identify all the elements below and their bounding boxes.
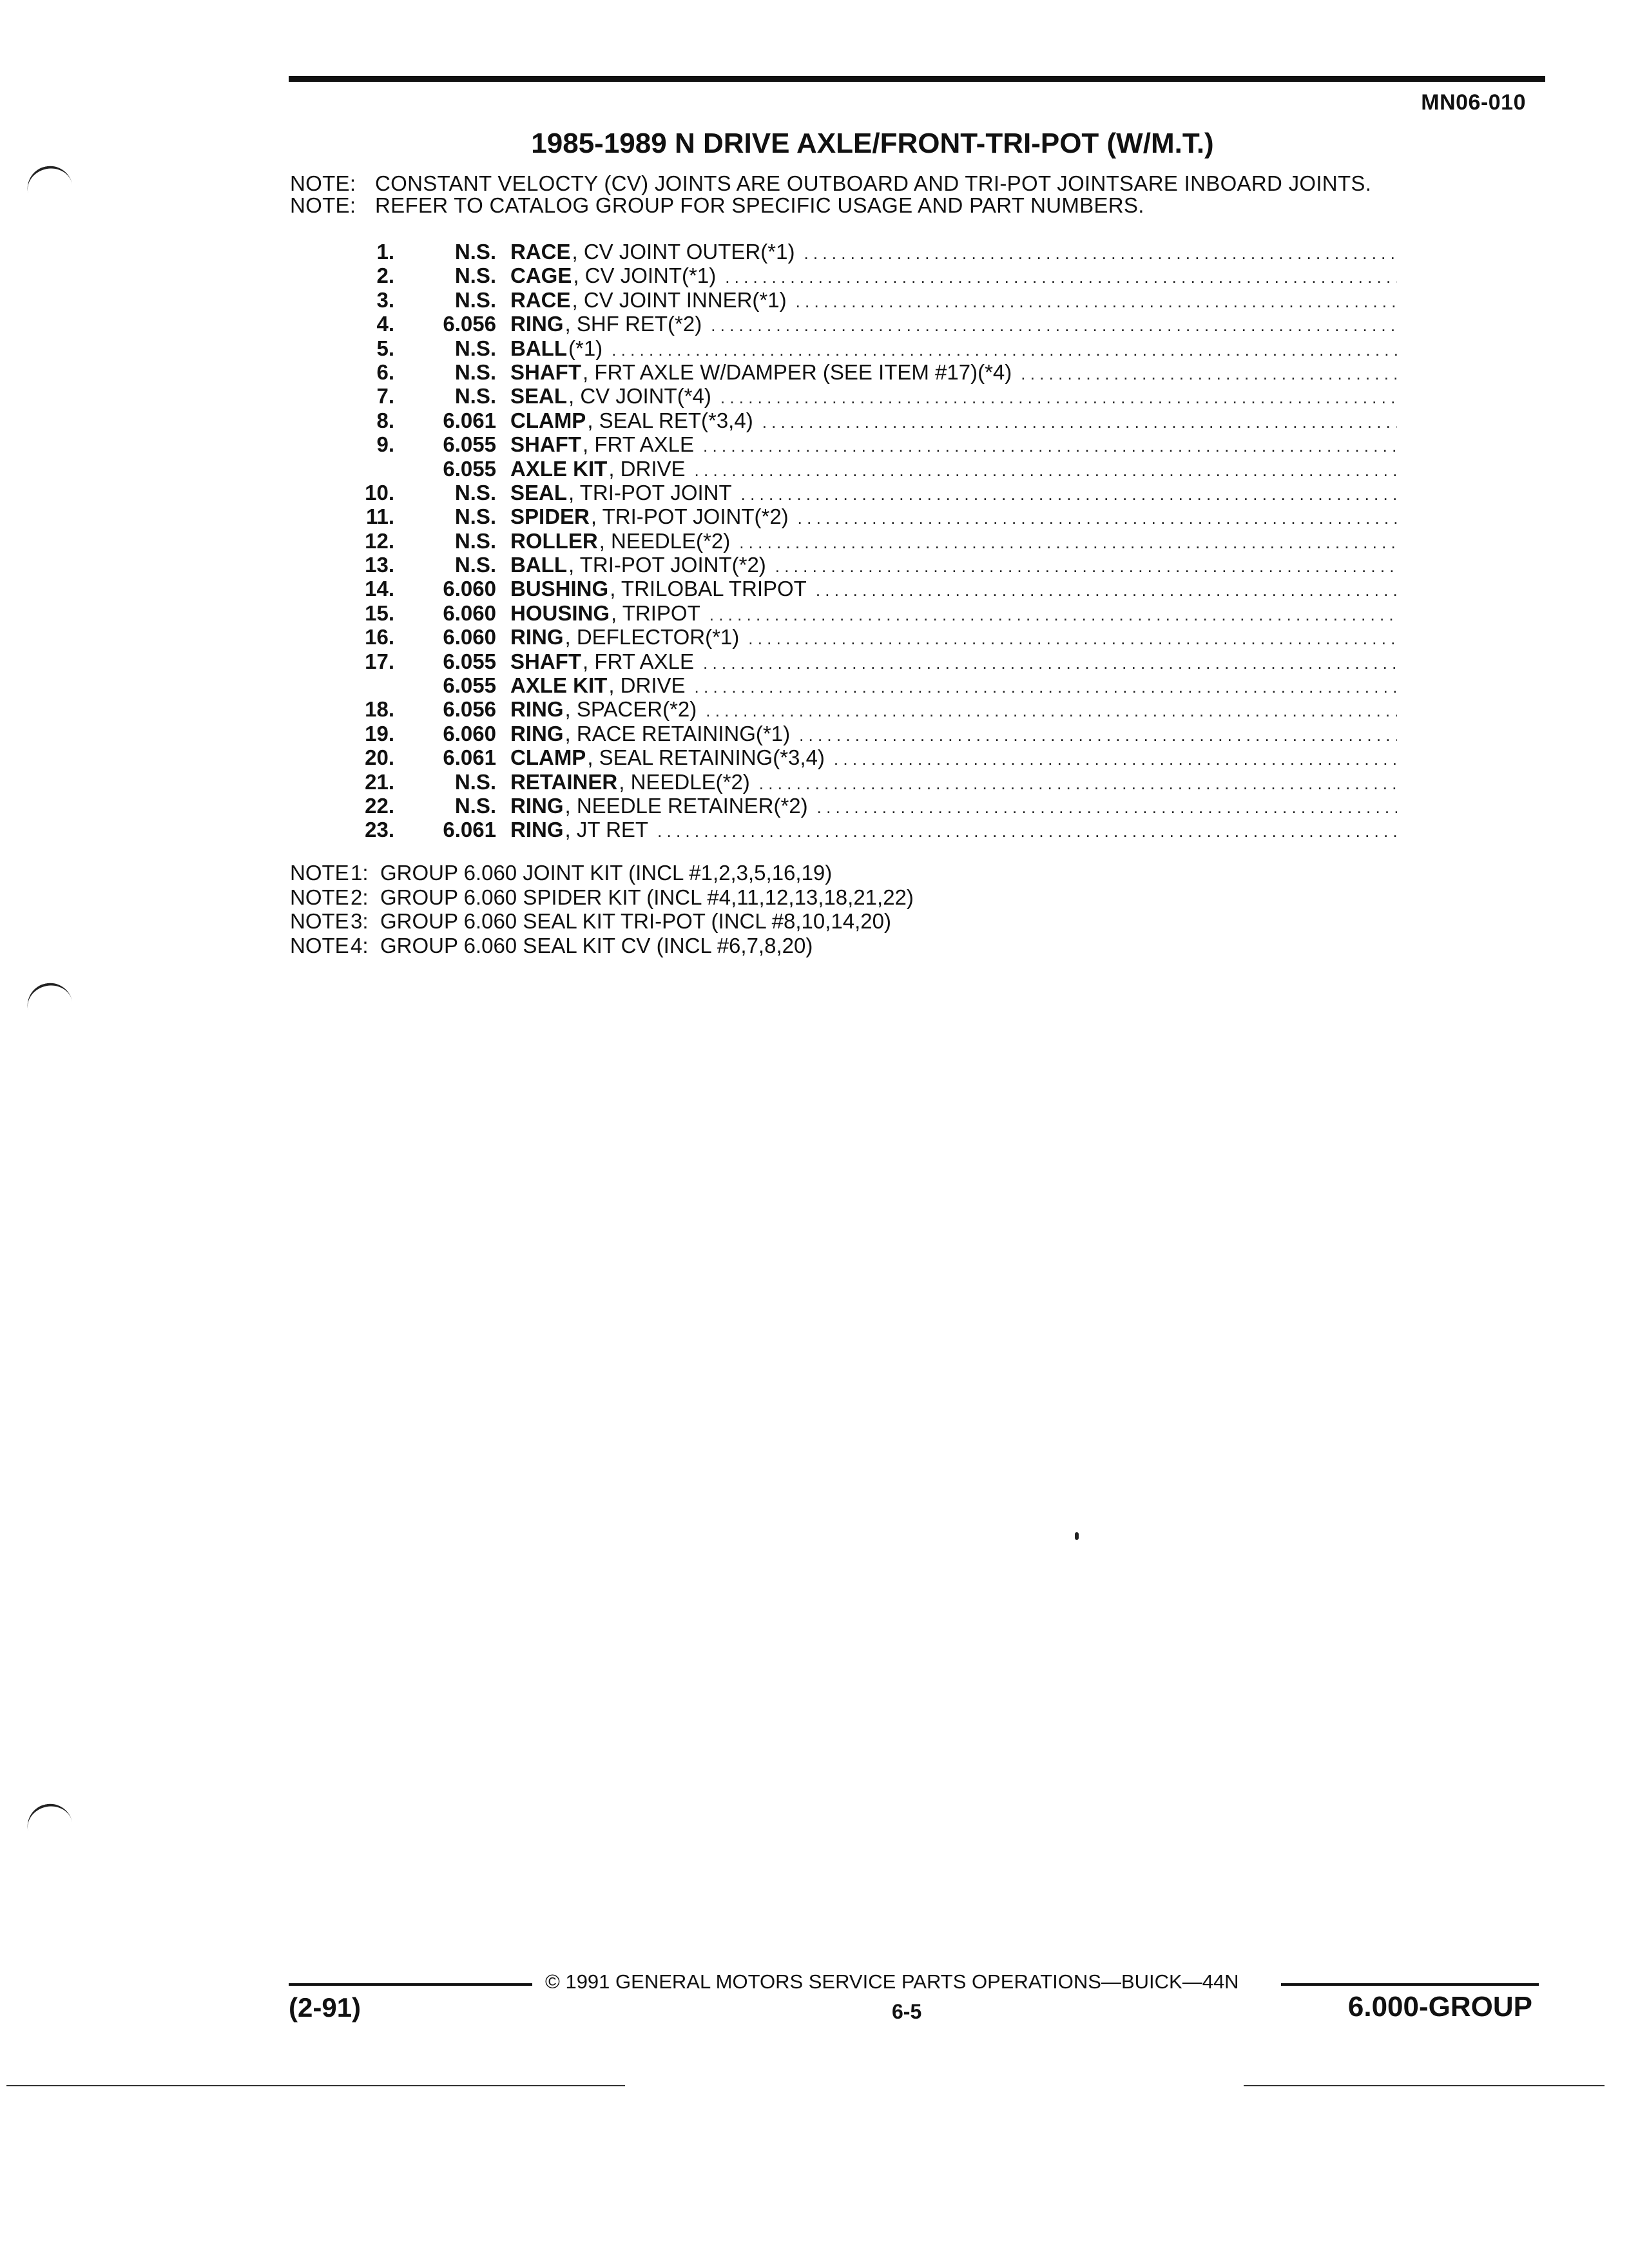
part-detail: , JT RET (564, 818, 649, 842)
item-number: 18. (365, 697, 394, 722)
part-description (510, 432, 1397, 457)
item-number: 20. (365, 745, 394, 770)
dot-leader (739, 533, 1397, 553)
part-description (510, 553, 1397, 577)
item-number: 6. (376, 360, 394, 384)
group-label: 6.000-GROUP (1347, 1991, 1532, 2023)
footnote (290, 909, 914, 934)
part-name: SEAL (510, 384, 568, 408)
part-description (510, 481, 1397, 505)
part-description (510, 770, 1397, 794)
group-number: N.S. (454, 287, 496, 312)
part-name: AXLE KIT (510, 673, 608, 698)
footnote-text: GROUP 6.060 JOINT KIT (INCL #1,2,3,5,16,19) (380, 861, 833, 885)
part-row (0, 457, 1629, 481)
dot-leader (657, 822, 1397, 841)
parts-list (0, 240, 1629, 842)
dot-leader (725, 267, 1397, 287)
part-name: BALL (510, 336, 567, 360)
top-note (290, 193, 1144, 218)
part-row (0, 818, 1629, 841)
item-number: 14. (365, 577, 394, 601)
item-number: 5. (376, 336, 394, 360)
footnote-text: GROUP 6.060 SPIDER KIT (INCL #4,11,12,13,18,21,22) (380, 885, 914, 909)
part-row (0, 794, 1629, 818)
part-name: BUSHING (510, 577, 609, 601)
part-row (0, 505, 1629, 528)
part-row (0, 673, 1629, 697)
scan-speck (1075, 1532, 1079, 1540)
part-row (0, 625, 1629, 649)
dot-leader (703, 436, 1397, 456)
dot-leader (711, 316, 1397, 336)
part-detail: , NEEDLE(*2) (599, 528, 731, 553)
part-detail: (*1) (568, 336, 603, 360)
group-number: 6.055 (443, 432, 496, 457)
part-detail: , CV JOINT(*1) (573, 264, 717, 288)
copyright-text: © 1991 GENERAL MOTORS SERVICE PARTS OPERATIONS—BUICK—44N (545, 1970, 1239, 1993)
part-description (510, 240, 1397, 264)
part-name: ROLLER (510, 528, 598, 553)
footnote-label: NOTE (290, 885, 349, 909)
dot-leader (816, 581, 1397, 601)
item-number: 23. (365, 818, 394, 842)
part-row (0, 288, 1629, 312)
footer-rule-right (1281, 1983, 1539, 1986)
part-row (0, 336, 1629, 360)
group-number: 6.060 (443, 577, 496, 601)
part-detail: , SHF RET(*2) (564, 312, 702, 336)
part-row (0, 745, 1629, 769)
scan-edge-line (6, 2085, 625, 2086)
part-row (0, 601, 1629, 625)
part-name: SHAFT (510, 432, 581, 457)
group-number: 6.060 (443, 601, 496, 625)
dot-leader (703, 653, 1397, 673)
part-description (510, 360, 1397, 385)
part-name: RING (510, 697, 564, 722)
group-number: N.S. (454, 793, 496, 818)
footnotes (290, 861, 914, 957)
group-number: N.S. (454, 480, 496, 505)
group-number: 6.055 (443, 456, 496, 481)
binder-hole-mark (23, 162, 73, 199)
part-row (0, 529, 1629, 553)
group-number: N.S. (454, 505, 496, 529)
part-detail: , RACE RETAINING(*1) (564, 721, 791, 745)
part-row (0, 577, 1629, 601)
dot-leader (796, 292, 1397, 312)
part-row (0, 264, 1629, 287)
group-number: 6.055 (443, 673, 496, 698)
group-number: N.S. (454, 264, 496, 288)
part-row (0, 408, 1629, 432)
footnote (290, 861, 914, 885)
part-description (510, 794, 1397, 818)
dot-leader (817, 798, 1397, 818)
part-detail: , NEEDLE RETAINER(*2) (564, 793, 808, 818)
item-number: 15. (365, 601, 394, 625)
part-name: RING (510, 721, 564, 745)
note-label: NOTE: (290, 193, 356, 217)
part-row (0, 384, 1629, 408)
part-description (510, 722, 1397, 746)
item-number: 12. (365, 528, 394, 553)
group-number: 6.061 (443, 745, 496, 770)
group-number: N.S. (454, 528, 496, 553)
dot-leader (1021, 364, 1397, 384)
part-description (510, 745, 1397, 770)
part-detail: , DRIVE (608, 673, 686, 698)
part-detail: , TRILOBAL TRIPOT (610, 577, 807, 601)
item-number: 4. (376, 312, 394, 336)
footnote (290, 934, 914, 958)
part-description (510, 384, 1397, 408)
item-number: 16. (365, 625, 394, 649)
footer-rule-left (289, 1983, 532, 1986)
part-detail: , TRI-POT JOINT(*2) (590, 505, 789, 529)
dot-leader (799, 726, 1397, 745)
dot-leader (834, 749, 1397, 769)
part-detail: , SEAL RET(*3,4) (587, 408, 753, 432)
item-number: 22. (365, 793, 394, 818)
item-number: 1. (376, 240, 394, 264)
group-number: N.S. (454, 336, 496, 360)
part-description (510, 649, 1397, 674)
part-detail: , SEAL RETAINING(*3,4) (587, 745, 825, 770)
item-number: 11. (365, 505, 394, 529)
part-detail: , NEEDLE(*2) (619, 769, 750, 794)
item-number: 2. (376, 264, 394, 288)
footnote-number: 3: (351, 909, 369, 933)
footnote-text: GROUP 6.060 SEAL KIT CV (INCL #6,7,8,20) (380, 933, 813, 957)
group-number: 6.061 (443, 818, 496, 842)
footnote-label: NOTE (290, 933, 349, 957)
note-text: CONSTANT VELOCTY (CV) JOINTS ARE OUTBOARD AND TRI-POT JOINTSARE INBOARD JOINTS. (375, 171, 1372, 195)
part-row (0, 553, 1629, 577)
part-detail: , TRIPOT (611, 601, 700, 625)
footnote-number: 1: (351, 861, 369, 885)
part-description (510, 601, 1397, 626)
scan-edge-line (1244, 2085, 1605, 2086)
part-name: RING (510, 818, 564, 842)
part-name: RACE (510, 287, 571, 312)
item-number: 21. (365, 769, 394, 794)
item-number: 9. (376, 432, 394, 457)
footnote-text: GROUP 6.060 SEAL KIT TRI-POT (INCL #8,10,14,20) (380, 909, 891, 933)
group-number: 6.061 (443, 408, 496, 432)
footnote (290, 885, 914, 910)
dot-leader (798, 508, 1397, 528)
note-label: NOTE: (290, 171, 356, 195)
part-detail: , FRT AXLE W/DAMPER (SEE ITEM #17)(*4) (583, 360, 1012, 384)
part-detail: , FRT AXLE (583, 649, 695, 673)
group-number: N.S. (454, 360, 496, 384)
binder-hole-mark (23, 1800, 73, 1837)
dot-leader (695, 677, 1397, 697)
part-description (510, 288, 1397, 312)
part-row (0, 360, 1629, 384)
group-number: 6.056 (443, 697, 496, 722)
note-text: REFER TO CATALOG GROUP FOR SPECIFIC USAGE AND PART NUMBERS. (375, 193, 1144, 217)
part-detail: , FRT AXLE (583, 432, 695, 457)
top-note (290, 171, 1371, 196)
group-number: 6.055 (443, 649, 496, 673)
part-row (0, 432, 1629, 456)
part-detail: , SPACER(*2) (564, 697, 697, 722)
part-description (510, 673, 1397, 698)
part-detail: , TRI-POT JOINT (568, 480, 732, 505)
item-number: 17. (365, 649, 394, 673)
top-rule (289, 76, 1545, 82)
part-description (510, 577, 1397, 601)
part-name: RING (510, 625, 564, 649)
dot-leader (720, 388, 1397, 408)
part-description (510, 818, 1397, 842)
part-detail: , CV JOINT OUTER(*1) (572, 240, 795, 264)
part-description (510, 336, 1397, 361)
part-row (0, 649, 1629, 673)
group-number: 6.056 (443, 312, 496, 336)
dot-leader (695, 461, 1397, 481)
dot-leader (804, 244, 1397, 264)
part-description (510, 529, 1397, 553)
dot-leader (741, 485, 1397, 505)
part-row (0, 722, 1629, 745)
part-name: SEAL (510, 480, 568, 505)
part-name: CAGE (510, 264, 572, 288)
part-description (510, 312, 1397, 336)
footnote-label: NOTE (290, 861, 349, 885)
part-detail: , TRI-POT JOINT(*2) (568, 553, 766, 577)
part-description (510, 697, 1397, 722)
item-number: 13. (365, 553, 394, 577)
part-name: RING (510, 793, 564, 818)
footnote-label: NOTE (290, 909, 349, 933)
item-number: 10. (365, 480, 394, 505)
binder-hole-mark (23, 979, 73, 1016)
part-row (0, 770, 1629, 794)
part-name: CLAMP (510, 408, 586, 432)
footnote-number: 2: (351, 885, 369, 909)
group-number: N.S. (454, 240, 496, 264)
part-description (510, 264, 1397, 288)
part-name: RING (510, 312, 564, 336)
page-number: 6-5 (892, 2000, 922, 2023)
footnote-number: 4: (351, 933, 369, 957)
document-code: MN06-010 (1421, 90, 1526, 115)
part-name: SPIDER (510, 505, 590, 529)
part-row (0, 697, 1629, 721)
part-row (0, 240, 1629, 264)
part-row (0, 312, 1629, 336)
dot-leader (706, 701, 1397, 721)
dot-leader (748, 629, 1397, 649)
part-name: CLAMP (510, 745, 586, 770)
part-description (510, 505, 1397, 529)
part-name: RACE (510, 240, 571, 264)
part-description (510, 625, 1397, 649)
dot-leader (759, 774, 1397, 794)
part-name: RETAINER (510, 769, 618, 794)
item-number: 8. (376, 408, 394, 432)
group-number: N.S. (454, 384, 496, 408)
item-number: 19. (365, 721, 394, 745)
page-title: 1985-1989 N DRIVE AXLE/FRONT-TRI-POT (W/M.T.) (531, 128, 1214, 159)
part-description (510, 457, 1397, 481)
part-name: HOUSING (510, 601, 610, 625)
group-number: N.S. (454, 553, 496, 577)
item-number: 7. (376, 384, 394, 408)
part-detail: , DRIVE (608, 456, 686, 481)
part-row (0, 481, 1629, 505)
dot-leader (612, 340, 1397, 360)
part-detail: , DEFLECTOR(*1) (564, 625, 740, 649)
group-number: 6.060 (443, 625, 496, 649)
part-name: SHAFT (510, 360, 581, 384)
dot-leader (709, 605, 1397, 625)
group-number: N.S. (454, 769, 496, 794)
part-description (510, 408, 1397, 433)
item-number: 3. (376, 287, 394, 312)
part-detail: , CV JOINT(*4) (568, 384, 711, 408)
part-name: AXLE KIT (510, 456, 608, 481)
dot-leader (775, 557, 1397, 577)
part-name: BALL (510, 553, 567, 577)
dot-leader (762, 412, 1397, 432)
revision-date: (2-91) (289, 1992, 361, 2023)
part-name: SHAFT (510, 649, 581, 673)
part-detail: , CV JOINT INNER(*1) (572, 287, 787, 312)
group-number: 6.060 (443, 721, 496, 745)
